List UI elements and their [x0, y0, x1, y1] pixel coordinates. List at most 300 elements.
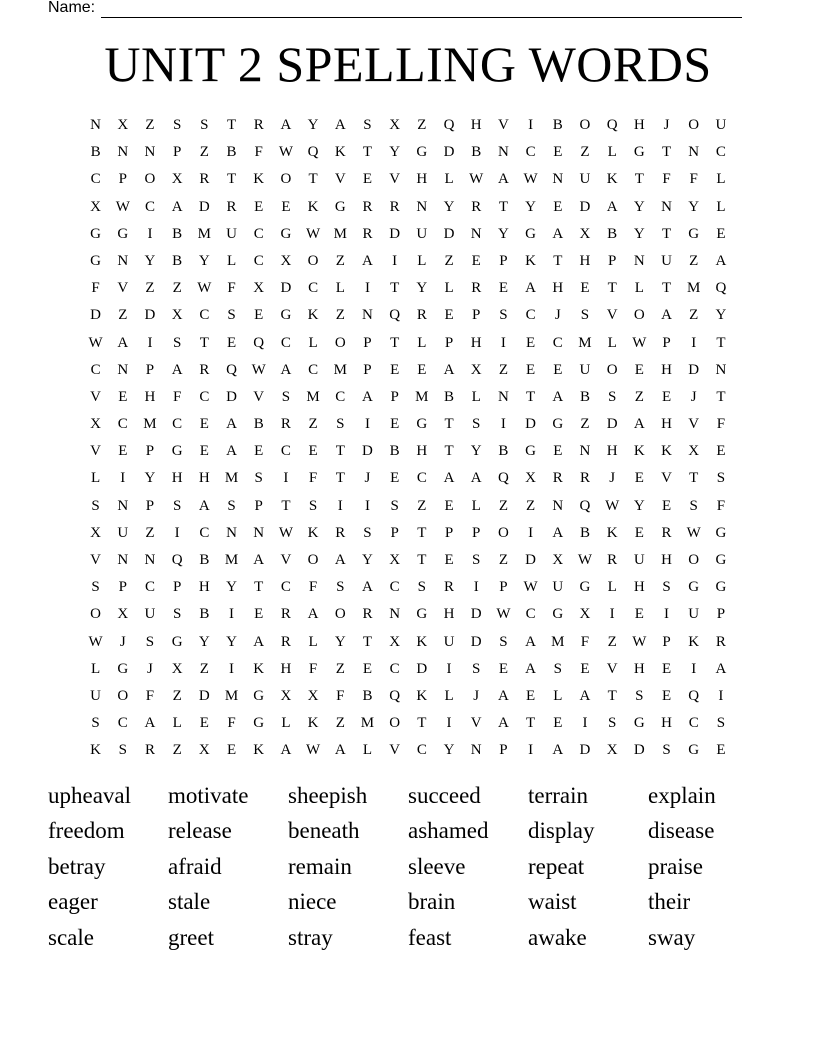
grid-letter[interactable]: E	[362, 660, 373, 677]
grid-letter[interactable]: W	[278, 144, 293, 161]
grid-letter[interactable]: C	[552, 334, 563, 351]
grid-letter[interactable]: M	[360, 715, 375, 732]
grid-letter[interactable]: G	[525, 225, 537, 242]
grid-letter[interactable]: T	[390, 334, 400, 351]
grid-letter[interactable]: C	[389, 579, 400, 596]
grid-letter[interactable]: X	[688, 443, 700, 460]
grid-letter[interactable]: Q	[171, 552, 183, 568]
grid-letter[interactable]: S	[716, 470, 726, 487]
grid-letter[interactable]: Q	[389, 307, 401, 324]
grid-letter[interactable]: L	[553, 687, 563, 704]
grid-letter[interactable]: S	[172, 606, 182, 623]
grid-letter[interactable]: A	[280, 361, 292, 378]
grid-letter[interactable]: W	[605, 497, 620, 514]
grid-letter[interactable]: Y	[633, 198, 645, 215]
grid-letter[interactable]: I	[229, 660, 235, 677]
grid-letter[interactable]: W	[88, 633, 103, 650]
grid-letter[interactable]: R	[280, 633, 291, 650]
grid-letter[interactable]: S	[336, 416, 345, 433]
grid-letter[interactable]: T	[498, 198, 508, 215]
grid-letter[interactable]: H	[171, 470, 183, 487]
grid-letter[interactable]: Z	[580, 416, 590, 433]
grid-letter[interactable]: Y	[334, 633, 346, 650]
grid-letter[interactable]: I	[528, 742, 534, 759]
grid-letter[interactable]: G	[280, 307, 292, 324]
grid-letter[interactable]: P	[444, 334, 454, 351]
grid-letter[interactable]: I	[691, 334, 697, 351]
grid-letter[interactable]: A	[525, 280, 537, 297]
grid-letter[interactable]: Z	[335, 307, 345, 324]
grid-letter[interactable]: A	[334, 117, 346, 133]
grid-letter[interactable]: S	[308, 497, 318, 514]
grid-letter[interactable]: H	[633, 660, 645, 677]
grid-letter[interactable]: K	[416, 633, 428, 650]
grid-letter[interactable]: I	[446, 715, 452, 732]
grid-letter[interactable]: Y	[307, 117, 319, 133]
grid-letter[interactable]: E	[390, 361, 400, 378]
grid-letter[interactable]: C	[253, 252, 264, 269]
grid-letter[interactable]: H	[633, 117, 645, 133]
grid-letter[interactable]: T	[716, 388, 726, 405]
grid-letter[interactable]: Y	[226, 579, 237, 596]
grid-letter[interactable]: E	[661, 497, 672, 514]
grid-letter[interactable]: Z	[689, 252, 699, 269]
grid-letter[interactable]: S	[689, 497, 698, 514]
grid-letter[interactable]: I	[364, 497, 370, 514]
grid-letter[interactable]: D	[688, 361, 700, 378]
grid-letter[interactable]: K	[606, 524, 618, 541]
grid-letter[interactable]: R	[280, 416, 291, 433]
grid-letter[interactable]: Q	[253, 334, 265, 351]
grid-letter[interactable]: Z	[335, 715, 345, 732]
grid-letter[interactable]: V	[606, 307, 618, 324]
grid-letter[interactable]: I	[337, 497, 343, 514]
grid-letter[interactable]: Q	[579, 497, 591, 514]
grid-letter[interactable]: E	[226, 334, 237, 351]
grid-letter[interactable]: K	[90, 742, 102, 759]
grid-letter[interactable]: B	[172, 252, 183, 269]
grid-letter[interactable]: G	[334, 198, 346, 215]
grid-letter[interactable]: A	[171, 198, 183, 215]
grid-letter[interactable]: T	[417, 552, 427, 568]
grid-letter[interactable]: C	[280, 579, 291, 596]
grid-letter[interactable]: S	[281, 388, 291, 405]
grid-letter[interactable]: S	[635, 687, 644, 704]
grid-letter[interactable]: W	[577, 552, 593, 568]
grid-letter[interactable]: V	[117, 280, 129, 297]
grid-letter[interactable]: G	[416, 144, 428, 161]
grid-letter[interactable]: N	[117, 144, 129, 161]
grid-letter[interactable]: S	[172, 334, 182, 351]
grid-letter[interactable]: L	[607, 144, 617, 161]
grid-letter[interactable]: S	[227, 497, 236, 514]
grid-letter[interactable]: I	[691, 660, 697, 677]
grid-letter[interactable]: S	[472, 552, 481, 568]
grid-letter[interactable]: A	[280, 117, 292, 133]
grid-letter[interactable]: W	[115, 198, 130, 215]
grid-letter[interactable]: Z	[308, 416, 318, 433]
grid-letter[interactable]: C	[280, 334, 291, 351]
grid-letter[interactable]: E	[553, 198, 563, 215]
grid-letter[interactable]: Z	[145, 524, 155, 541]
grid-letter[interactable]: I	[500, 334, 506, 351]
grid-letter[interactable]: I	[147, 225, 153, 242]
grid-letter[interactable]: T	[362, 633, 373, 650]
grid-letter[interactable]: Y	[226, 633, 237, 650]
grid-letter[interactable]: K	[307, 307, 319, 324]
grid-letter[interactable]: E	[118, 443, 128, 460]
grid-letter[interactable]: Y	[633, 497, 645, 514]
grid-letter[interactable]: V	[661, 470, 672, 487]
grid-letter[interactable]: M	[197, 225, 212, 242]
grid-letter[interactable]: P	[472, 307, 481, 324]
grid-letter[interactable]: E	[634, 361, 644, 378]
grid-letter[interactable]: E	[390, 470, 400, 487]
grid-letter[interactable]: A	[362, 252, 373, 269]
grid-letter[interactable]: N	[362, 307, 373, 324]
grid-letter[interactable]: S	[91, 497, 100, 514]
grid-letter[interactable]: E	[498, 280, 508, 297]
grid-letter[interactable]: E	[716, 225, 726, 242]
grid-letter[interactable]: J	[609, 470, 616, 487]
grid-letter[interactable]: S	[363, 117, 372, 133]
grid-letter[interactable]: Y	[198, 252, 210, 269]
grid-letter[interactable]: Z	[580, 144, 590, 161]
grid-letter[interactable]: F	[91, 280, 100, 297]
grid-letter[interactable]: L	[281, 715, 291, 732]
grid-letter[interactable]: E	[634, 606, 644, 623]
grid-letter[interactable]: D	[606, 416, 618, 433]
grid-letter[interactable]: N	[552, 497, 564, 514]
grid-letter[interactable]: S	[91, 579, 100, 596]
grid-letter[interactable]: W	[496, 606, 511, 623]
grid-letter[interactable]: G	[552, 606, 564, 623]
grid-letter[interactable]: E	[362, 171, 373, 188]
grid-letter[interactable]: I	[582, 715, 588, 732]
grid-letter[interactable]: Q	[606, 117, 618, 133]
grid-letter[interactable]: G	[416, 416, 428, 433]
grid-letter[interactable]: A	[470, 470, 482, 487]
grid-letter[interactable]: E	[281, 198, 291, 215]
grid-letter[interactable]: K	[253, 660, 265, 677]
grid-letter[interactable]: X	[579, 225, 591, 242]
grid-letter[interactable]: A	[715, 660, 727, 677]
grid-letter[interactable]: Y	[144, 252, 156, 269]
grid-letter[interactable]: Q	[389, 687, 401, 704]
grid-letter[interactable]: C	[416, 742, 427, 759]
grid-letter[interactable]: Q	[688, 687, 700, 704]
grid-letter[interactable]: M	[306, 388, 320, 405]
grid-letter[interactable]: B	[199, 552, 210, 568]
grid-letter[interactable]: X	[253, 280, 265, 297]
grid-letter[interactable]: M	[143, 416, 157, 433]
grid-letter[interactable]: E	[661, 388, 672, 405]
grid-letter[interactable]: H	[661, 361, 672, 378]
grid-letter[interactable]: C	[416, 470, 427, 487]
grid-letter[interactable]: R	[661, 524, 672, 541]
grid-letter[interactable]: T	[390, 280, 400, 297]
grid-letter[interactable]: F	[662, 171, 671, 188]
grid-letter[interactable]: H	[470, 334, 482, 351]
grid-letter[interactable]: W	[88, 334, 103, 351]
grid-letter[interactable]: F	[254, 144, 263, 161]
grid-letter[interactable]: N	[117, 497, 129, 514]
grid-letter[interactable]: X	[579, 606, 591, 623]
grid-letter[interactable]: S	[91, 715, 100, 732]
grid-letter[interactable]: K	[253, 171, 265, 188]
grid-letter[interactable]: E	[716, 443, 726, 460]
grid-letter[interactable]: B	[362, 687, 373, 704]
grid-letter[interactable]: U	[661, 252, 672, 269]
grid-letter[interactable]: N	[416, 198, 428, 215]
grid-letter[interactable]: B	[607, 225, 618, 242]
grid-letter[interactable]: N	[117, 252, 129, 269]
grid-letter[interactable]: V	[497, 117, 509, 133]
grid-letter[interactable]: R	[253, 117, 264, 133]
grid-letter[interactable]: A	[198, 497, 210, 514]
grid-letter[interactable]: C	[90, 361, 101, 378]
grid-letter[interactable]: N	[117, 361, 129, 378]
grid-letter[interactable]: P	[363, 361, 372, 378]
grid-letter[interactable]: F	[227, 280, 236, 297]
grid-letter[interactable]: F	[145, 687, 155, 704]
grid-letter[interactable]: Y	[362, 552, 373, 568]
grid-letter[interactable]: B	[253, 416, 264, 433]
grid-letter[interactable]: H	[144, 388, 156, 405]
grid-letter[interactable]: P	[662, 334, 671, 351]
grid-letter[interactable]: C	[199, 388, 210, 405]
grid-letter[interactable]: A	[443, 470, 455, 487]
grid-letter[interactable]: M	[333, 361, 347, 378]
grid-letter[interactable]: Y	[389, 144, 401, 161]
grid-letter[interactable]: D	[280, 280, 292, 297]
grid-letter[interactable]: P	[145, 361, 155, 378]
grid-letter[interactable]: E	[254, 198, 264, 215]
grid-letter[interactable]: G	[280, 225, 292, 242]
grid-letter[interactable]: P	[716, 606, 726, 623]
grid-letter[interactable]: I	[528, 117, 534, 133]
grid-letter[interactable]: L	[417, 252, 427, 269]
grid-letter[interactable]: B	[471, 144, 482, 161]
grid-letter[interactable]: N	[117, 552, 129, 568]
grid-letter[interactable]: G	[171, 633, 183, 650]
grid-letter[interactable]: G	[715, 552, 727, 568]
grid-letter[interactable]: M	[578, 334, 592, 351]
grid-letter[interactable]: B	[498, 443, 509, 460]
grid-letter[interactable]: L	[417, 334, 427, 351]
grid-letter[interactable]: Z	[417, 497, 427, 514]
grid-letter[interactable]: G	[117, 225, 129, 242]
grid-letter[interactable]: O	[633, 307, 645, 324]
grid-letter[interactable]: X	[280, 687, 292, 704]
grid-letter[interactable]: J	[690, 388, 697, 405]
grid-letter[interactable]: J	[554, 307, 561, 324]
grid-letter[interactable]: L	[172, 715, 182, 732]
grid-letter[interactable]: S	[390, 497, 399, 514]
grid-letter[interactable]: C	[389, 660, 400, 677]
grid-letter[interactable]: R	[416, 307, 427, 324]
grid-letter[interactable]: X	[280, 252, 292, 269]
grid-letter[interactable]: K	[307, 524, 319, 541]
grid-letter[interactable]: V	[90, 388, 102, 405]
grid-letter[interactable]: A	[497, 171, 509, 188]
grid-letter[interactable]: E	[199, 416, 209, 433]
grid-letter[interactable]: J	[663, 117, 670, 133]
grid-letter[interactable]: A	[362, 388, 373, 405]
grid-letter[interactable]: I	[500, 416, 506, 433]
grid-letter[interactable]: R	[389, 198, 400, 215]
grid-letter[interactable]: O	[90, 606, 102, 623]
grid-letter[interactable]: Y	[715, 307, 727, 324]
grid-letter[interactable]: Q	[443, 117, 455, 133]
grid-letter[interactable]: S	[200, 117, 209, 133]
grid-letter[interactable]: K	[307, 198, 319, 215]
grid-letter[interactable]: T	[308, 171, 318, 188]
grid-letter[interactable]: X	[90, 198, 102, 215]
word-search-grid[interactable]	[82, 112, 735, 765]
grid-letter[interactable]: O	[688, 117, 700, 133]
grid-letter[interactable]: P	[472, 524, 481, 541]
grid-letter[interactable]: T	[444, 416, 454, 433]
grid-letter[interactable]: I	[174, 524, 180, 541]
grid-letter[interactable]: C	[688, 715, 699, 732]
grid-letter[interactable]: N	[144, 144, 156, 161]
grid-letter[interactable]: W	[686, 524, 701, 541]
grid-letter[interactable]: B	[444, 388, 455, 405]
grid-letter[interactable]: N	[470, 742, 482, 759]
grid-letter[interactable]: N	[144, 552, 156, 568]
grid-letter[interactable]: P	[499, 579, 508, 596]
grid-letter[interactable]: S	[716, 715, 726, 732]
grid-letter[interactable]: O	[688, 552, 700, 568]
grid-letter[interactable]: N	[226, 524, 237, 541]
grid-letter[interactable]: P	[499, 252, 508, 269]
grid-letter[interactable]: D	[579, 198, 591, 215]
grid-letter[interactable]: C	[144, 198, 155, 215]
grid-letter[interactable]: A	[226, 416, 237, 433]
grid-letter[interactable]: A	[633, 416, 645, 433]
grid-letter[interactable]: P	[607, 252, 617, 269]
grid-letter[interactable]: P	[363, 334, 372, 351]
grid-letter[interactable]: V	[606, 660, 618, 677]
name-underline[interactable]	[101, 3, 742, 18]
grid-letter[interactable]: E	[580, 280, 590, 297]
grid-letter[interactable]: D	[416, 660, 428, 677]
grid-letter[interactable]: X	[525, 470, 537, 487]
grid-letter[interactable]: A	[606, 198, 618, 215]
grid-letter[interactable]: K	[633, 443, 645, 460]
grid-letter[interactable]: W	[469, 171, 484, 188]
grid-letter[interactable]: X	[389, 633, 401, 650]
grid-letter[interactable]: X	[171, 171, 183, 188]
grid-letter[interactable]: D	[144, 307, 156, 324]
grid-letter[interactable]: G	[253, 715, 265, 732]
grid-letter[interactable]: R	[280, 606, 291, 623]
grid-letter[interactable]: E	[199, 715, 209, 732]
grid-letter[interactable]: T	[335, 470, 345, 487]
grid-letter[interactable]: A	[226, 443, 237, 460]
grid-letter[interactable]: H	[661, 416, 672, 433]
grid-letter[interactable]: D	[362, 443, 373, 460]
grid-letter[interactable]: U	[90, 687, 102, 704]
grid-letter[interactable]: M	[415, 388, 429, 405]
grid-letter[interactable]: L	[226, 252, 237, 269]
grid-letter[interactable]: H	[552, 280, 564, 297]
grid-letter[interactable]: V	[389, 171, 401, 188]
grid-letter[interactable]: B	[226, 144, 237, 161]
grid-letter[interactable]: C	[144, 579, 155, 596]
grid-letter[interactable]: D	[389, 225, 401, 242]
grid-letter[interactable]: S	[662, 579, 671, 596]
grid-letter[interactable]: A	[253, 633, 265, 650]
grid-letter[interactable]: I	[392, 252, 398, 269]
grid-letter[interactable]: H	[416, 443, 428, 460]
grid-letter[interactable]: R	[444, 579, 455, 596]
grid-letter[interactable]: F	[308, 470, 318, 487]
grid-letter[interactable]: N	[661, 198, 672, 215]
grid-letter[interactable]: Y	[198, 633, 210, 650]
grid-letter[interactable]: N	[497, 388, 509, 405]
grid-letter[interactable]: T	[689, 470, 699, 487]
grid-letter[interactable]: X	[606, 742, 618, 759]
grid-letter[interactable]: W	[632, 334, 647, 351]
grid-letter[interactable]: S	[172, 497, 182, 514]
grid-letter[interactable]: Z	[118, 307, 128, 324]
grid-letter[interactable]: R	[362, 606, 373, 623]
grid-letter[interactable]: Y	[443, 742, 455, 759]
grid-letter[interactable]: E	[580, 660, 590, 677]
grid-letter[interactable]: G	[525, 443, 537, 460]
grid-letter[interactable]: T	[335, 443, 345, 460]
grid-letter[interactable]: D	[525, 416, 537, 433]
grid-letter[interactable]: S	[499, 307, 508, 324]
grid-letter[interactable]: L	[335, 280, 345, 297]
grid-letter[interactable]: A	[552, 225, 564, 242]
grid-letter[interactable]: M	[224, 687, 239, 704]
grid-letter[interactable]: H	[198, 579, 210, 596]
grid-letter[interactable]: B	[389, 443, 400, 460]
grid-letter[interactable]: L	[471, 497, 481, 514]
grid-letter[interactable]: Y	[525, 198, 537, 215]
grid-letter[interactable]: Z	[145, 117, 155, 133]
grid-letter[interactable]: O	[144, 171, 156, 188]
grid-letter[interactable]: S	[336, 579, 345, 596]
grid-letter[interactable]: C	[525, 606, 536, 623]
grid-letter[interactable]: X	[389, 552, 401, 568]
grid-letter[interactable]: D	[470, 633, 482, 650]
grid-letter[interactable]: E	[634, 470, 644, 487]
grid-letter[interactable]: T	[226, 171, 237, 188]
grid-letter[interactable]: E	[661, 687, 672, 704]
grid-letter[interactable]: B	[199, 606, 210, 623]
grid-letter[interactable]: Z	[498, 361, 508, 378]
grid-letter[interactable]: F	[227, 715, 236, 732]
grid-letter[interactable]: A	[552, 388, 564, 405]
grid-letter[interactable]: S	[499, 633, 508, 650]
grid-letter[interactable]: U	[579, 361, 591, 378]
grid-letter[interactable]: H	[443, 606, 455, 623]
grid-letter[interactable]: T	[417, 524, 427, 541]
grid-letter[interactable]: K	[334, 144, 346, 161]
grid-letter[interactable]: G	[117, 660, 129, 677]
grid-letter[interactable]: G	[633, 144, 645, 161]
grid-letter[interactable]: R	[579, 470, 590, 487]
grid-letter[interactable]: Y	[443, 198, 455, 215]
grid-letter[interactable]: O	[117, 687, 129, 704]
grid-letter[interactable]: V	[334, 171, 346, 188]
grid-letter[interactable]: F	[336, 687, 345, 704]
grid-letter[interactable]: F	[580, 633, 590, 650]
